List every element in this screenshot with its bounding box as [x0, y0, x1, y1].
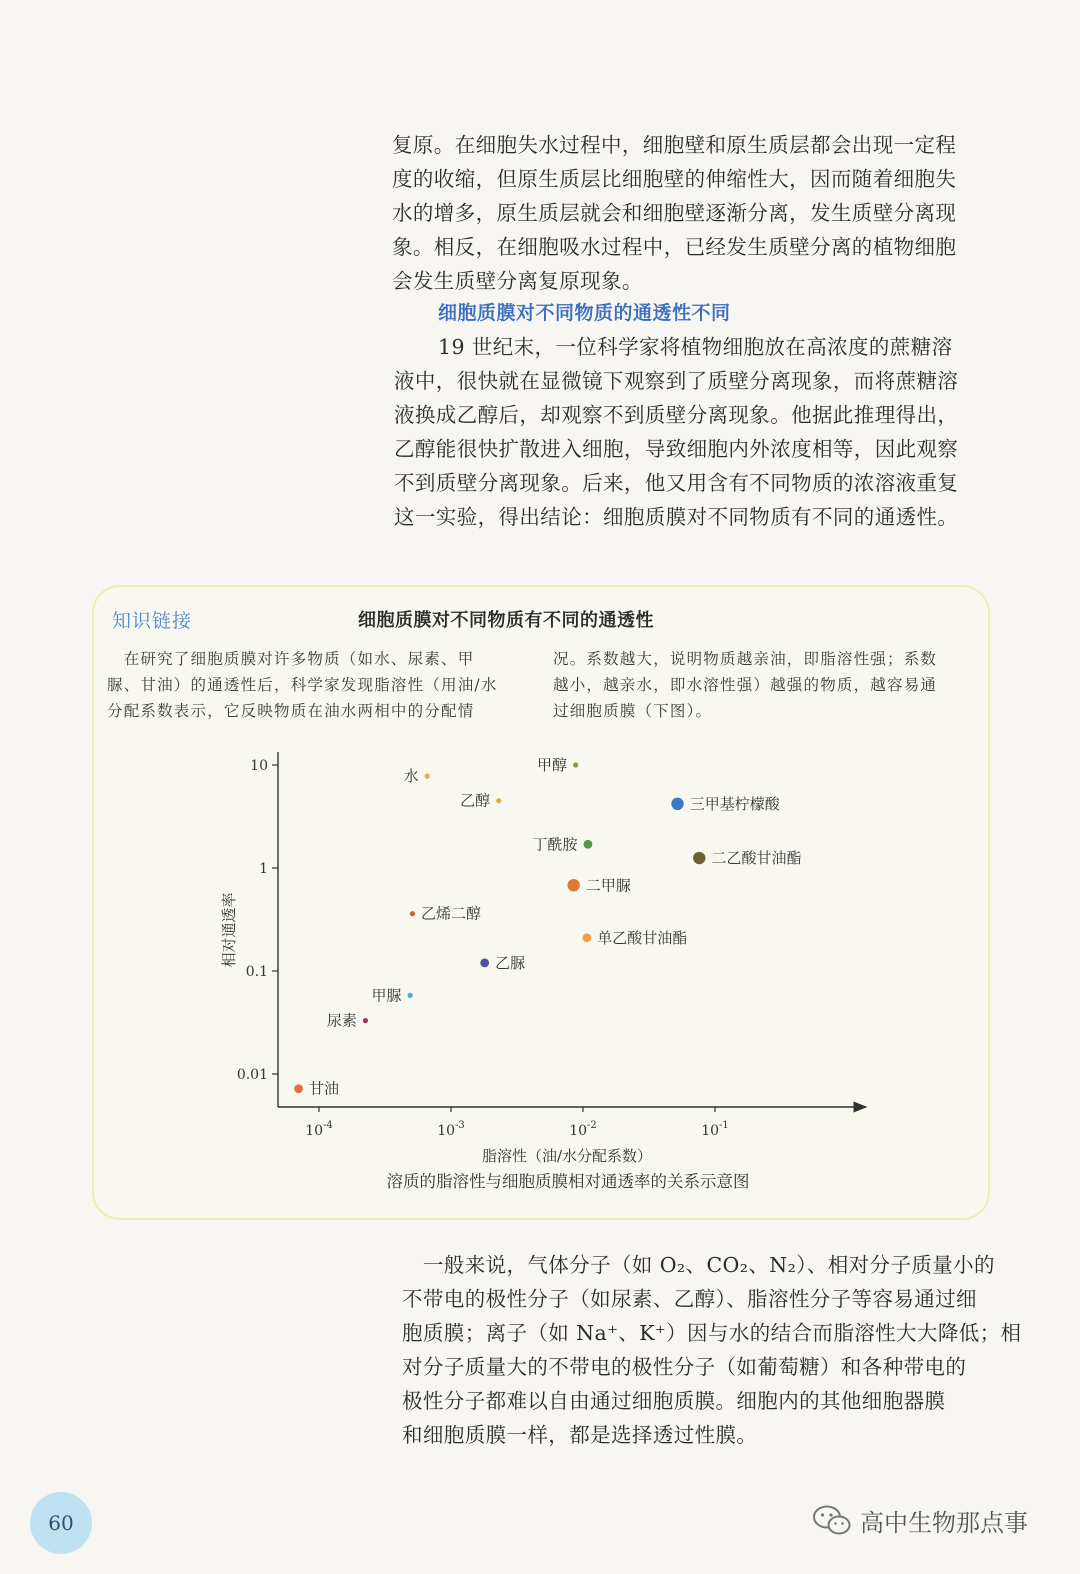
data-point — [480, 958, 489, 967]
point-label: 二乙酸甘油酯 — [711, 849, 802, 868]
y-tick-label: 1 — [259, 861, 268, 877]
data-point — [693, 852, 705, 864]
point-label: 乙烯二醇 — [420, 904, 482, 923]
point-label: 二甲脲 — [585, 876, 631, 895]
text-line: 液中，很快就在显微镜下观察到了质壁分离现象，而将蔗糖溶 — [394, 369, 959, 393]
bottom-paragraph — [402, 1248, 1022, 1452]
data-point — [573, 762, 578, 767]
text-line: 分配系数表示，它反映物质在油水两相中的分配情 — [107, 702, 475, 720]
text-line: 越小，越亲水，即水溶性强）越强的物质，越容易通 — [553, 676, 938, 694]
data-point — [410, 911, 415, 916]
watermark — [812, 1500, 1028, 1540]
text-line: 和细胞质膜一样，都是选择透过性膜。 — [402, 1423, 758, 1447]
text-line: 况。系数越大，说明物质越亲油，即脂溶性强；系数 — [553, 650, 938, 668]
point-label: 三甲基柠檬酸 — [689, 794, 780, 813]
text-line: 会发生质壁分离复原现象。 — [392, 269, 643, 293]
x-axis-label: 脂溶性（油/水分配系数） — [481, 1147, 653, 1165]
y-tick-label: 10 — [250, 758, 268, 774]
text-line: 液换成乙醇后，却观察不到质壁分离现象。他据此推理得出， — [394, 403, 959, 427]
data-point — [584, 840, 593, 849]
point-label: 丁酰胺 — [532, 835, 578, 854]
text-line: 不带电的极性分子（如尿素、乙醇）、脂溶性分子等容易通过细 — [402, 1287, 977, 1311]
text-line: 度的收缩，但原生质层比细胞壁的伸缩性大，因而随着细胞失 — [392, 167, 957, 191]
box-tag: 知识链接 — [112, 610, 193, 632]
y-tick-label: 0.01 — [236, 1067, 268, 1083]
point-label: 水 — [403, 767, 419, 786]
text-line: 脲、甘油）的通透性后，科学家发现脂溶性（用油/水 — [107, 676, 498, 694]
wechat-icon — [812, 1503, 852, 1537]
text-line: 乙醇能很快扩散进入细胞，导致细胞内外浓度相等，因此观察 — [394, 437, 959, 461]
point-label: 单乙酸甘油酯 — [597, 928, 688, 947]
x-tick-label: $10^{-2}$ — [569, 1120, 597, 1139]
data-point — [671, 798, 683, 810]
point-label: 乙脲 — [495, 953, 526, 972]
text-line: 象。相反，在细胞吸水过程中，已经发生质壁分离的植物细胞 — [392, 235, 957, 259]
x-tick-label: $10^{-3}$ — [437, 1120, 465, 1139]
data-point — [425, 774, 430, 779]
text-line: 对分子质量大的不带电的极性分子（如葡萄糖）和各种带电的 — [402, 1355, 967, 1379]
page-number: 60 — [30, 1492, 92, 1554]
text-line: 一般来说，气体分子（如 O₂、CO₂、N₂）、相对分子质量小的 — [402, 1253, 995, 1277]
watermark-text: 高中生物那点事 — [860, 1508, 1028, 1537]
text-line: 这一实验，得出结论：细胞质膜对不同物质有不同的通透性。 — [394, 505, 959, 529]
x-tick-label: $10^{-4}$ — [305, 1120, 333, 1139]
data-point — [363, 1018, 368, 1023]
section-heading: 细胞质膜对不同物质的通透性不同 — [438, 302, 731, 324]
data-point — [567, 879, 579, 891]
text-line: 极性分子都难以自由通过细胞质膜。细胞内的其他细胞器膜 — [402, 1389, 946, 1413]
x-tick-label: $10^{-1}$ — [701, 1120, 729, 1139]
text-line: 过细胞质膜（下图）。 — [553, 702, 713, 720]
text-line: 复原。在细胞失水过程中，细胞壁和原生质层都会出现一定程 — [392, 133, 957, 157]
data-point — [294, 1084, 303, 1093]
data-point — [496, 798, 501, 803]
text-line: 19 世纪末，一位科学家将植物细胞放在高浓度的蔗糖溶 — [438, 335, 953, 359]
box-title: 细胞质膜对不同物质有不同的通透性 — [358, 610, 654, 631]
text-line: 在研究了细胞质膜对许多物质（如水、尿素、甲 — [107, 650, 475, 668]
text-line: 不到质壁分离现象。后来，他又用含有不同物质的浓溶液重复 — [394, 471, 959, 495]
text-line: 水的增多，原生质层就会和细胞壁逐渐分离，发生质壁分离现 — [392, 201, 957, 225]
data-point — [408, 993, 413, 998]
text-line: 胞质膜；离子（如 Na⁺、K⁺）因与水的结合而脂溶性大大降低；相 — [402, 1321, 1022, 1345]
point-label: 甲脲 — [371, 986, 402, 1005]
point-label: 乙醇 — [460, 791, 491, 810]
chart-title: 溶质的脂溶性与细胞质膜相对通透率的关系示意图 — [386, 1172, 750, 1191]
point-label: 甘油 — [308, 1079, 339, 1098]
point-label: 尿素 — [326, 1011, 357, 1030]
point-label: 甲醇 — [537, 756, 568, 774]
y-tick-label: 0.1 — [245, 964, 268, 980]
y-axis-label: 相对通透率 — [220, 892, 238, 968]
data-point — [582, 933, 591, 942]
